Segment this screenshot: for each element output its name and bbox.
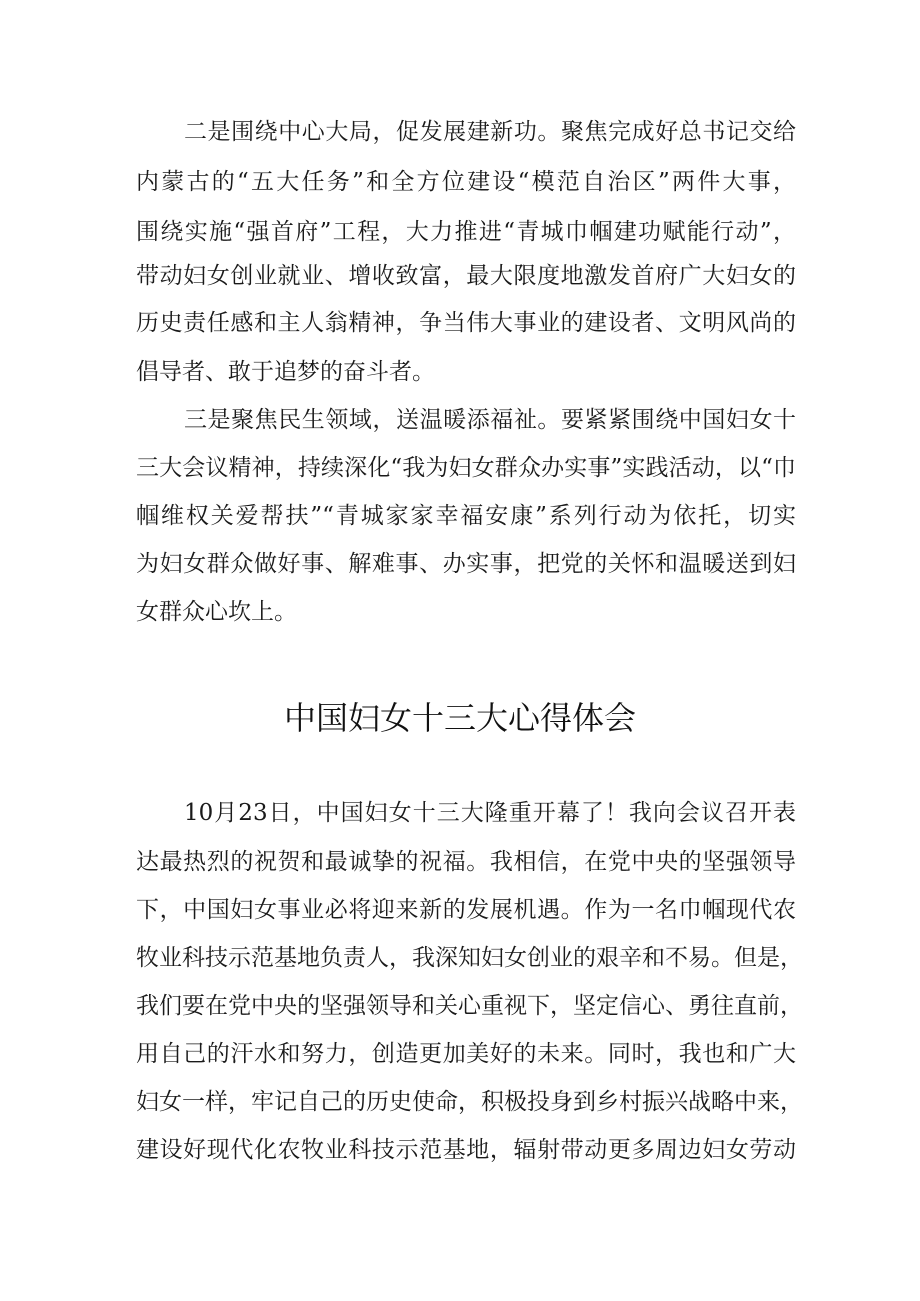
para3-line-5: 我们要在党中央的坚强领导和关心重视下，坚定信心、勇往直前， bbox=[136, 993, 803, 1019]
para1-line-4: 带动妇女创业就业、增收致富，最大限度地激发首府广大妇女的 bbox=[136, 263, 796, 289]
para1-line-3: 围绕实施“强首府”工程，大力推进“青城巾帼建功赋能行动”， bbox=[136, 219, 796, 245]
para2-line-2: 三大会议精神，持续深化“我为妇女群众办实事”实践活动，以“巾 bbox=[136, 455, 796, 481]
para3-line-3: 下，中国妇女事业必将迎来新的发展机遇。作为一名巾帼现代农 bbox=[136, 897, 796, 923]
para3-line-2: 达最热烈的祝贺和最诚挚的祝福。我相信，在党中央的坚强领导 bbox=[136, 849, 796, 875]
para1-line-6: 倡导者、敢于追梦的奋斗者。 bbox=[136, 359, 435, 385]
para3-line-7: 妇女一样，牢记自己的历史使命，积极投身到乡村振兴战略中来， bbox=[136, 1089, 803, 1115]
para2-line-4: 为妇女群众做好事、解难事、办实事，把党的关怀和温暖送到妇 bbox=[136, 551, 796, 577]
para3-line-8: 建设好现代化农牧业科技示范基地，辐射带动更多周边妇女劳动 bbox=[136, 1137, 796, 1163]
para2-line-1: 三是聚焦民生领域，送温暖添福祉。要紧紧围绕中国妇女十 bbox=[184, 407, 796, 433]
para1-line-1: 二是围绕中心大局，促发展建新功。聚焦完成好总书记交给 bbox=[184, 119, 796, 145]
para3-line-1: 10月23日，中国妇女十三大隆重开幕了！我向会议召开表 bbox=[184, 800, 796, 826]
para2-line-5: 女群众心坎上。 bbox=[136, 599, 297, 625]
page-title: 中国妇女十三大心得体会 bbox=[283, 699, 636, 737]
para1-line-5: 历史责任感和主人翁精神，争当伟大事业的建设者、文明风尚的 bbox=[136, 310, 796, 336]
para3-line-6: 用自己的汗水和努力，创造更加美好的未来。同时，我也和广大 bbox=[136, 1041, 796, 1067]
para3-line-4: 牧业科技示范基地负责人，我深知妇女创业的艰辛和不易。但是， bbox=[136, 945, 803, 971]
para2-line-3: 帼维权关爱帮扶”“青城家家幸福安康”系列行动为依托，切实 bbox=[136, 503, 796, 529]
para1-line-2: 内蒙古的“五大任务”和全方位建设“模范自治区”两件大事， bbox=[136, 169, 796, 195]
